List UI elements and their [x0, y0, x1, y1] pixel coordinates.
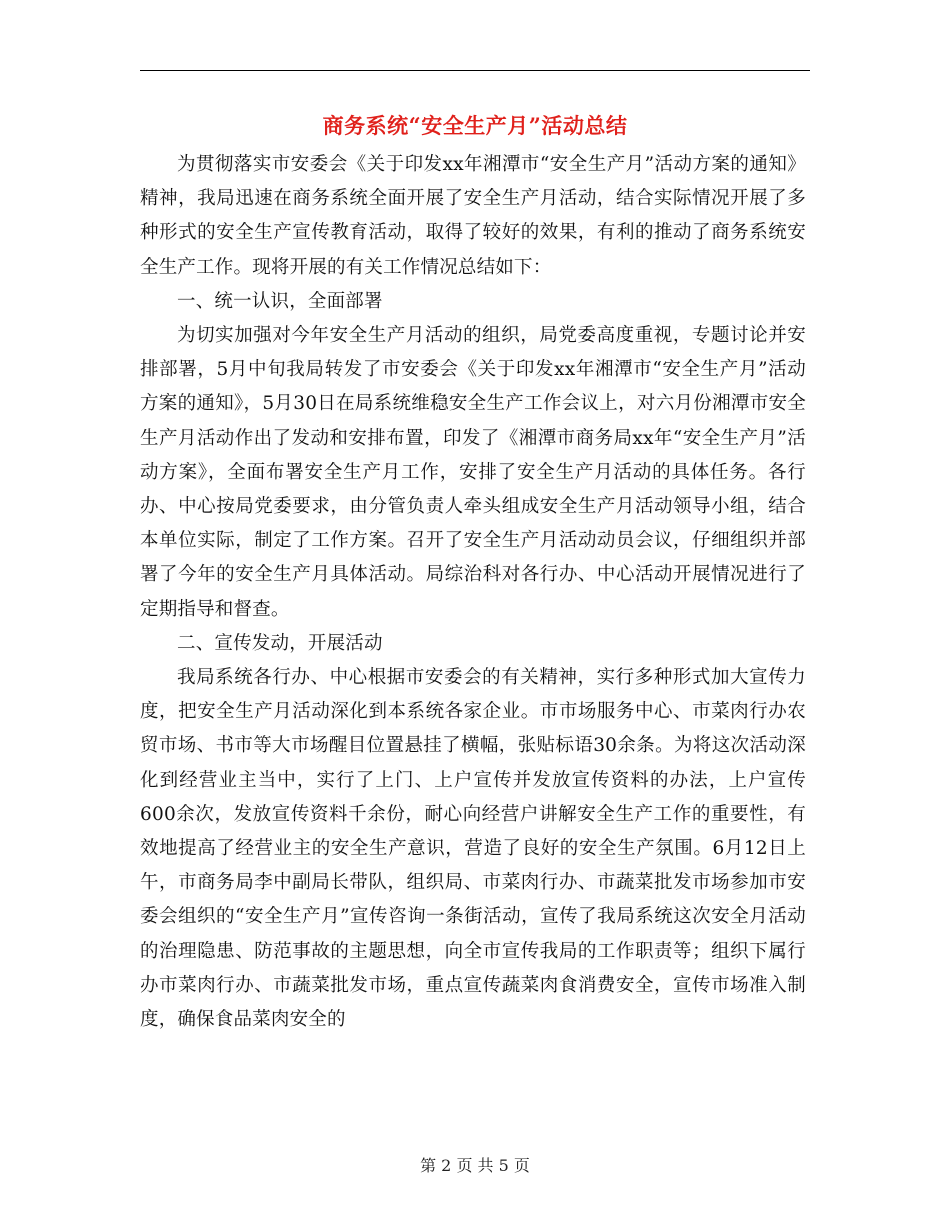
section-heading-1: 一、统一认识，全面部署	[177, 290, 383, 312]
header-rule	[140, 70, 810, 71]
page-number-footer: 第 2 页 共 5 页	[420, 1156, 530, 1175]
section-1-paragraph: 为切实加强对今年安全生产月活动的组织，局党委高度重视，专题讨论并安排部署，5月中旬我局转发了市安委会《关于印发xx年湘潭市“安全生产月”活动方案的通知》，5月30日在局系统维稳安全生产工作会议上，对六月份湘潭市安全生产月活动作出了发动和安排布置，印发了《湘潭市商务局xx年“安全生产月”活动方案》，全面布署安全生产月工作，安排了安全生产月活动的具体任务。各行办、中心按局党委要求，由分管负责人牵头组成安全生产月活动领导小组，结合本单位实际，制定了工作方案。召开了安全生产月活动动员会议，仔细组织并部署了今年的安全生产月具体活动。局综治科对各行办、中心活动开展情况进行了定期指导和督查。	[140, 325, 806, 620]
document-body	[140, 148, 806, 1037]
section-heading-2: 二、宣传发动，开展活动	[177, 632, 383, 654]
intro-paragraph: 为贯彻落实市安委会《关于印发xx年湘潭市“安全生产月”活动方案的通知》精神，我局迅速在商务系统全面开展了安全生产月活动，结合实际情况开展了多种形式的安全生产宣传教育活动，取得了较好的效果，有利的推动了商务系统安全生产工作。现将开展的有关工作情况总结如下：	[140, 154, 806, 278]
document-title: 商务系统“安全生产月”活动总结	[322, 113, 628, 138]
section-2-paragraph: 我局系统各行办、中心根据市安委会的有关精神，实行多种形式加大宣传力度，把安全生产月活动深化到本系统各家企业。市市场服务中心、市菜肉行办农贸市场、书市等大市场醒目位置悬挂了横幅，张贴标语30余条。为将这次活动深化到经营业主当中，实行了上门、上户宣传并发放宣传资料的办法，上户宣传600余次，发放宣传资料千余份，耐心向经营户讲解安全生产工作的重要性，有效地提高了经营业主的安全生产意识，营造了良好的安全生产氛围。6月12日上午，市商务局李中副局长带队，组织局、市菜肉行办、市蔬菜批发市场参加市安委会组织的“安全生产月”宣传咨询一条街活动，宣传了我局系统这次安全月活动的治理隐患、防范事故的主题思想，向全市宣传我局的工作职责等；组织下属行办市菜肉行办、市蔬菜批发市场，重点宣传蔬菜肉食消费安全，宣传市场准入制度，确保食品菜肉安全的	[140, 667, 806, 1031]
